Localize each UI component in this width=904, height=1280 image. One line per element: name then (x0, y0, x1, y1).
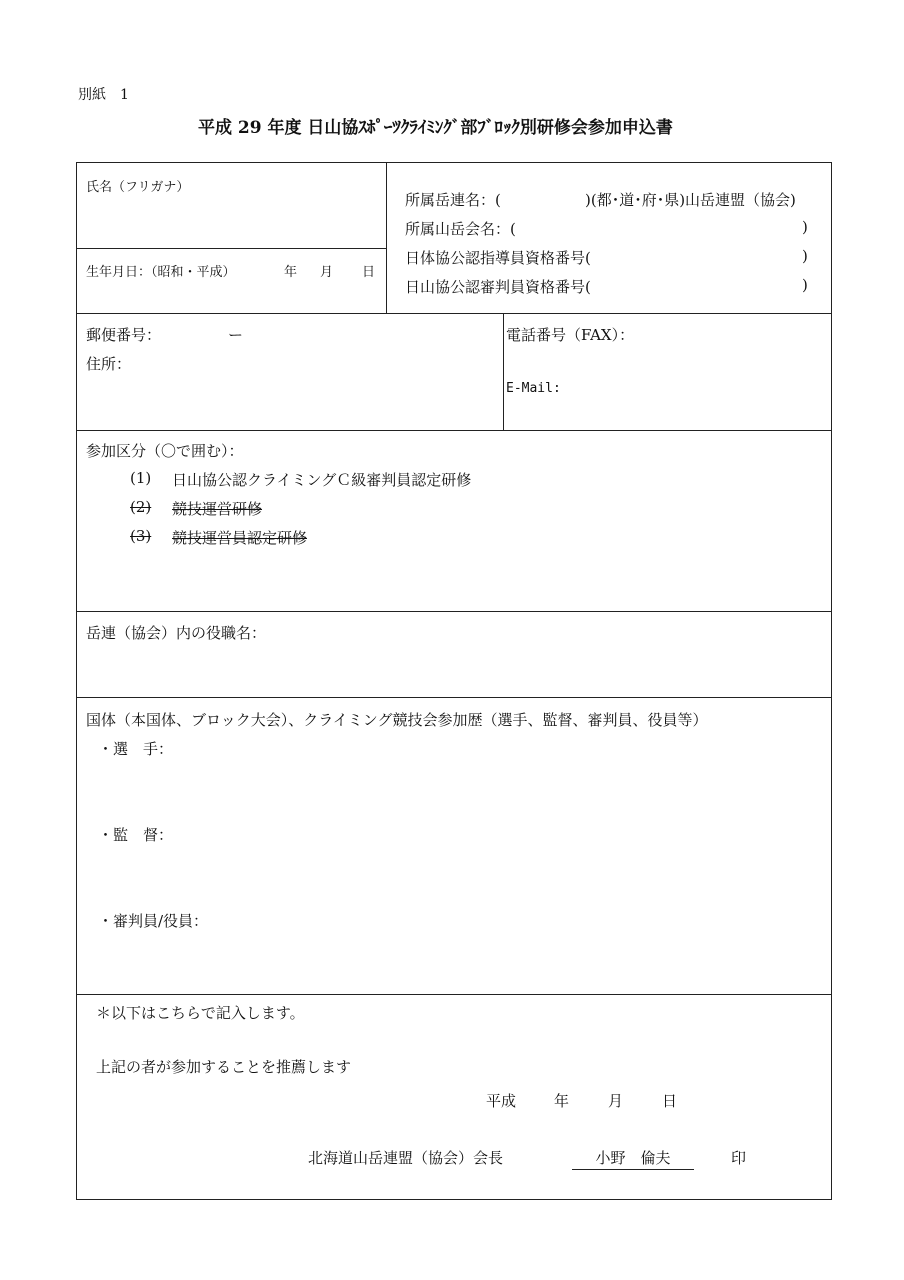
address-label: 住所： (86, 355, 132, 373)
instructor-number-label: 日体協公認指導員資格番号( (405, 249, 591, 267)
date-day: 日 (662, 1092, 678, 1110)
phone-fax-label: 電話番号（FAX）： (506, 326, 635, 344)
postal-code-label: 郵便番号： (86, 326, 162, 344)
seal-mark: 印 (731, 1149, 747, 1167)
document-title: 平成 29 年度 日山協ｽﾎﾟｰﾂｸﾗｲﾐﾝｸﾞ部ﾌﾞﾛｯｸ別研修会参加申込書 (198, 118, 673, 138)
athlete-label: ・選 手： (98, 740, 174, 758)
email-label: E-Mail: (506, 381, 561, 396)
option-2-text: 競技運営研修 (172, 500, 263, 518)
federation-suffix: )(都･道･府･県)山岳連盟（協会) (585, 191, 796, 209)
recommendation-statement: 上記の者が参加することを推薦します (96, 1058, 352, 1076)
option-1-number: (1) (130, 469, 152, 487)
club-close: ) (802, 218, 808, 236)
birth-day-label: 日 (362, 265, 376, 280)
judge-number-close: ) (802, 276, 808, 294)
option-1-text: 日山協公認クライミングＣ級審判員認定研修 (172, 471, 472, 489)
federation-label: 所属岳連名：( (405, 191, 501, 209)
option-2-number: (2) (130, 498, 152, 516)
birth-year-label: 年 (284, 265, 298, 280)
option-3-number: (3) (130, 527, 152, 545)
club-label: 所属山岳会名：( (405, 220, 516, 238)
competition-history-label: 国体（本国体、ブロック大会）、クライミング競技会参加歴（選手、監督、審判員、役員等） (86, 711, 708, 729)
coach-label: ・監 督： (98, 826, 174, 844)
birth-month-label: 月 (320, 265, 334, 280)
judge-official-label: ・審判員/役員： (98, 912, 209, 930)
date-era: 平成 (486, 1092, 517, 1110)
office-use-note: ＊以下はこちらで記入します。 (96, 1004, 305, 1022)
attachment-label: 別紙 1 (78, 87, 129, 103)
instructor-number-close: ) (802, 247, 808, 265)
birth-date-label: 生年月日：（昭和・平成） (86, 265, 236, 280)
federation-position-label: 岳連（協会）内の役職名： (86, 624, 267, 642)
postal-code-dash: ー (228, 326, 244, 344)
date-month: 月 (608, 1092, 624, 1110)
date-year: 年 (554, 1092, 570, 1110)
president-name: 小野 倫夫 (572, 1147, 694, 1170)
organization-president-title: 北海道山岳連盟（協会）会長 (308, 1149, 504, 1167)
name-furigana-label: 氏名（フリガナ） (86, 180, 190, 195)
judge-number-label: 日山協公認審判員資格番号( (405, 278, 591, 296)
option-3-text: 競技運営員認定研修 (172, 529, 308, 547)
category-label: 参加区分（〇で囲む）： (86, 442, 244, 460)
